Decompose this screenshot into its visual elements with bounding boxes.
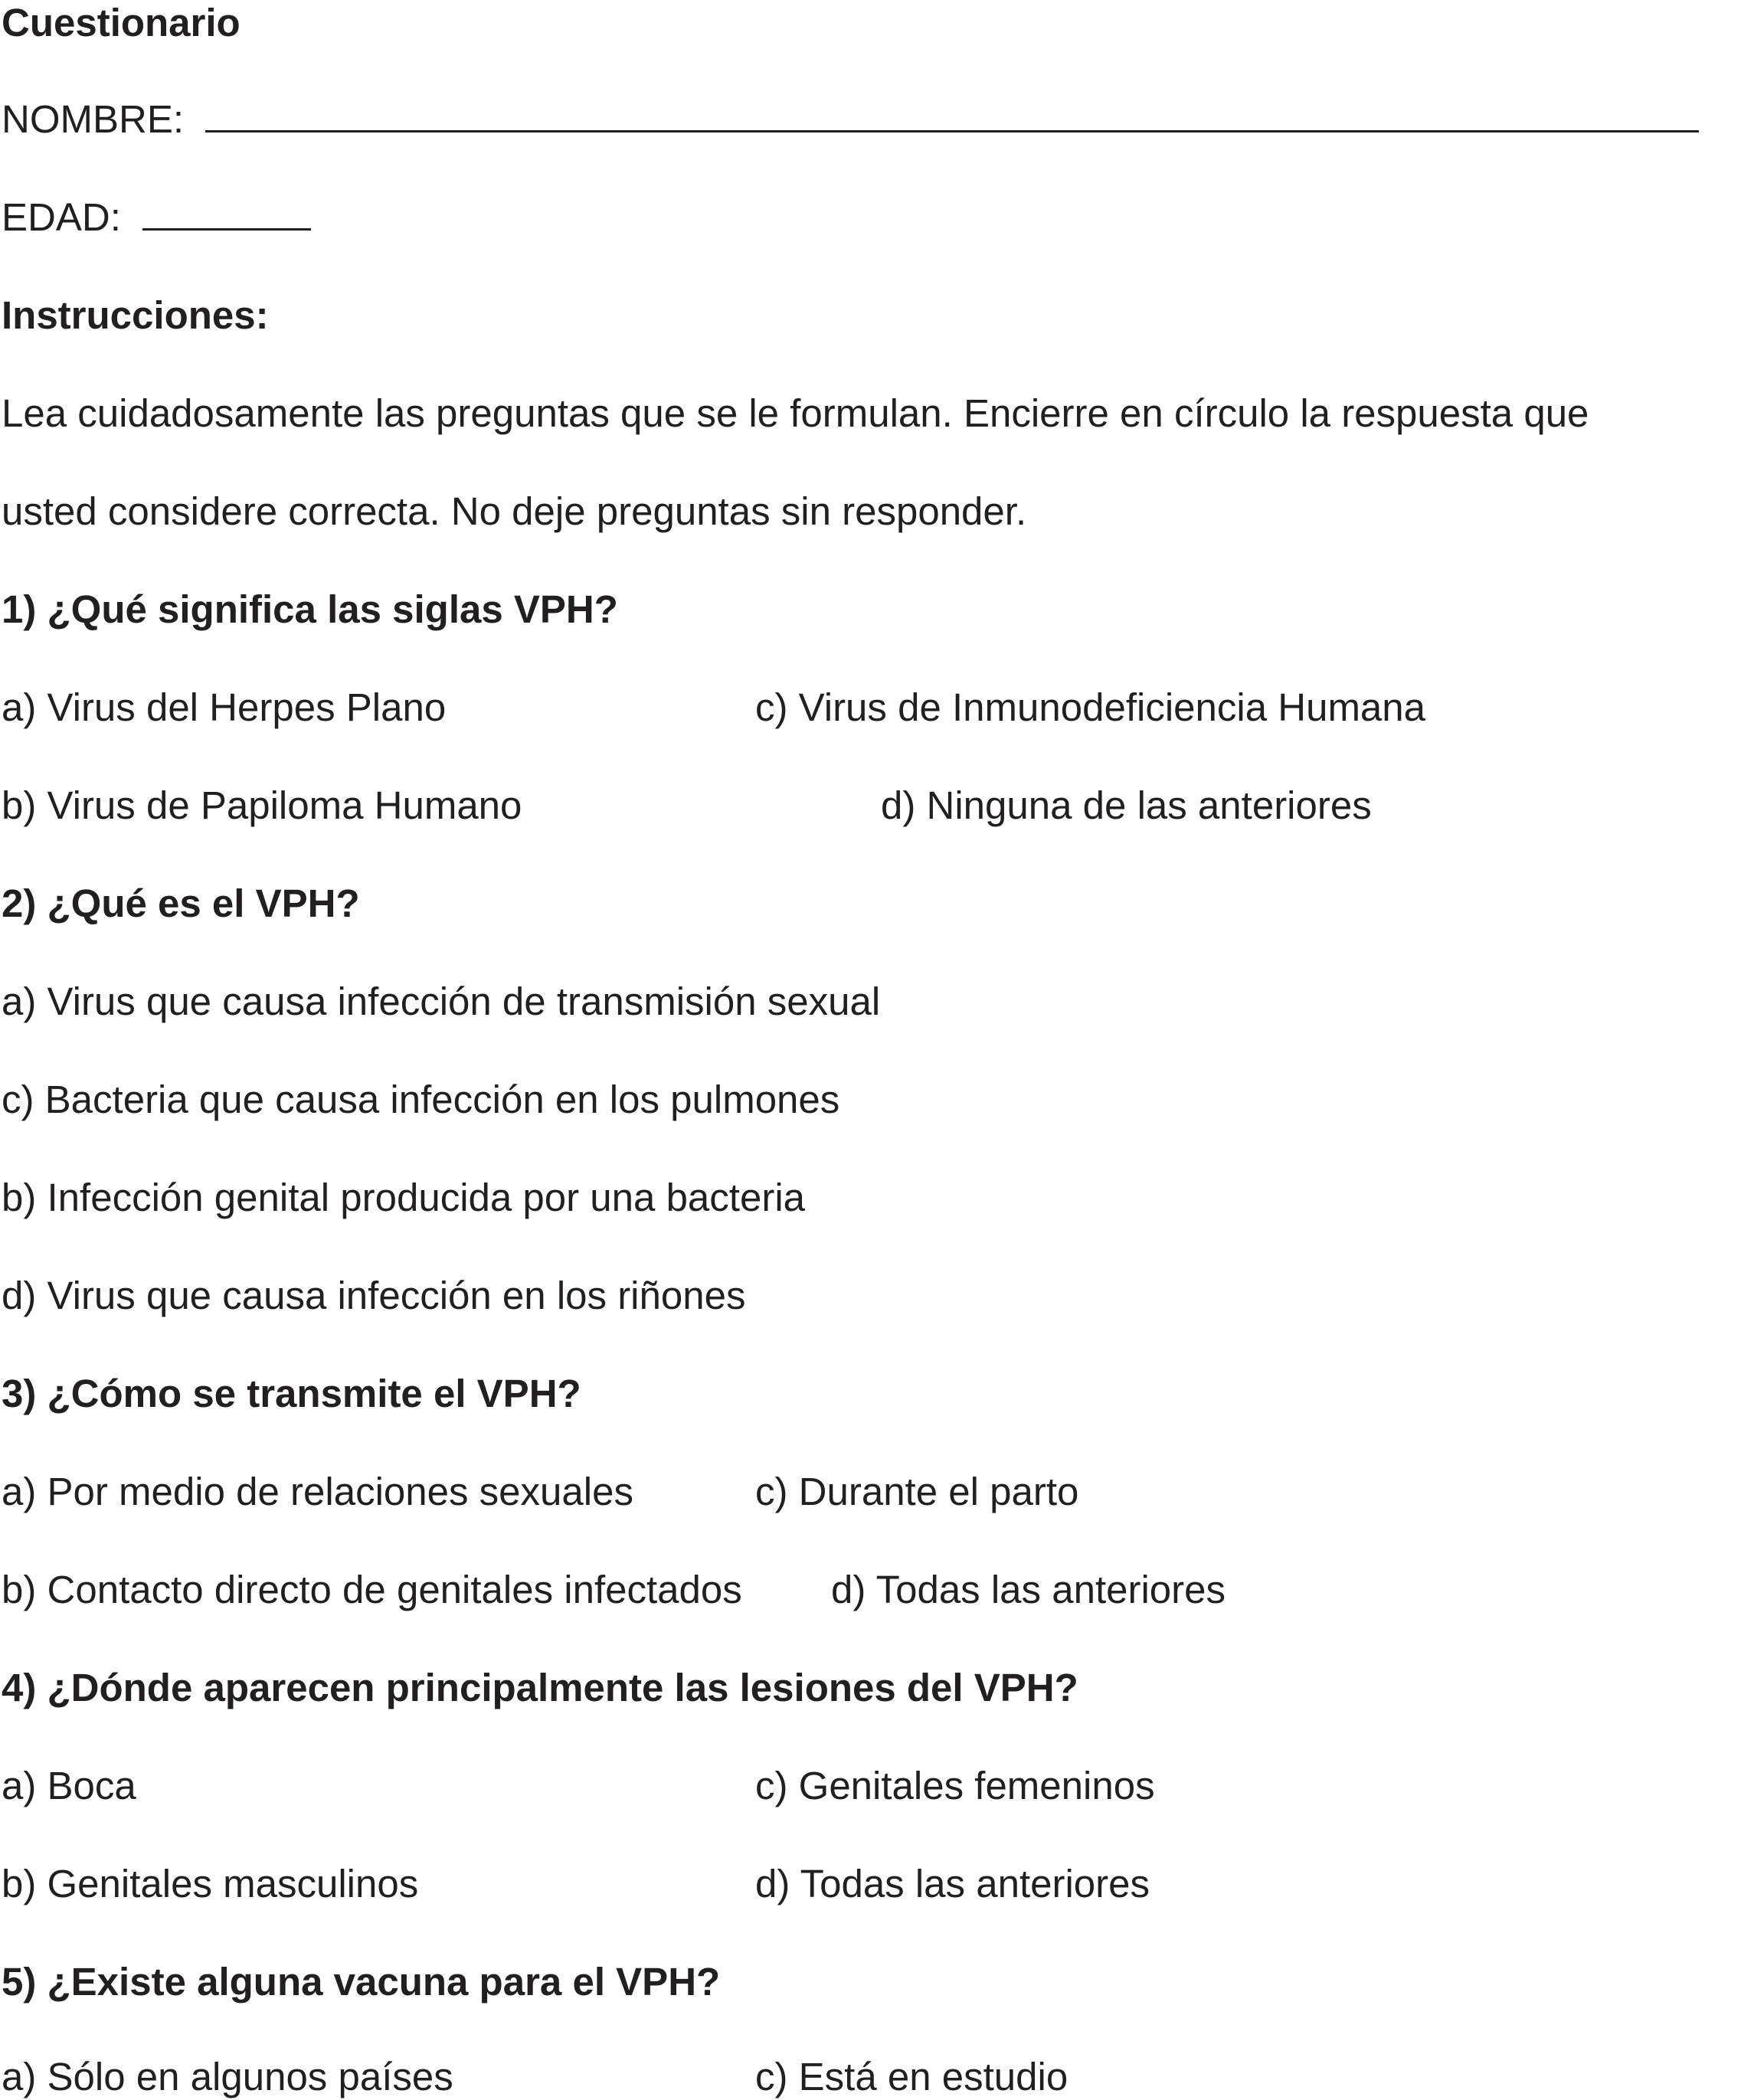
instructions-heading: Instrucciones: — [2, 293, 269, 337]
q4-option-c[interactable]: c) Genitales femeninos — [755, 1764, 1155, 1807]
age-field-label: EDAD: — [2, 195, 121, 239]
instructions-text-line-1: Lea cuidadosamente las preguntas que se le formulan. Encierre en círculo la respuesta que — [2, 391, 1589, 435]
question-3: 3) ¿Cómo se transmite el VPH? — [2, 1372, 581, 1415]
age-field-row — [2, 195, 311, 240]
q1-option-d[interactable]: d) Ninguna de las anteriores — [881, 783, 1372, 827]
document-title: Cuestionario — [2, 1, 241, 44]
name-field-row — [2, 96, 1699, 142]
q3-option-a[interactable]: a) Por medio de relaciones sexuales — [2, 1470, 633, 1513]
q1-option-a[interactable]: a) Virus del Herpes Plano — [2, 685, 447, 729]
q1-option-c[interactable]: c) Virus de Inmunodeficiencia Humana — [755, 685, 1426, 729]
q1-option-b[interactable]: b) Virus de Papiloma Humano — [2, 783, 522, 827]
q3-option-b[interactable]: b) Contacto directo de genitales infectados — [2, 1568, 742, 1611]
question-2: 2) ¿Qué es el VPH? — [2, 882, 360, 925]
q2-option-b[interactable]: b) Infección genital producida por una bacteria — [2, 1176, 806, 1219]
q4-option-d[interactable]: d) Todas las anteriores — [755, 1862, 1150, 1905]
question-1: 1) ¿Qué significa las siglas VPH? — [2, 587, 618, 631]
q3-option-c[interactable]: c) Durante el parto — [755, 1470, 1079, 1513]
q2-option-d[interactable]: d) Virus que causa infección en los riñones — [2, 1274, 746, 1317]
name-field-label: NOMBRE: — [2, 97, 185, 141]
question-5: 5) ¿Existe alguna vacuna para el VPH? — [2, 1960, 721, 2004]
q2-option-a[interactable]: a) Virus que causa infección de transmisión sexual — [2, 980, 881, 1023]
question-4: 4) ¿Dónde aparecen principalmente las lesiones del VPH? — [2, 1666, 1078, 1709]
name-blank-line[interactable] — [205, 96, 1699, 132]
age-blank-line[interactable] — [142, 195, 311, 231]
q3-option-d[interactable]: d) Todas las anteriores — [831, 1568, 1226, 1611]
q2-option-c[interactable]: c) Bacteria que causa infección en los pulmones — [2, 1078, 840, 1121]
q5-option-c[interactable]: c) Está en estudio — [755, 2055, 1068, 2098]
instructions-text-line-2: usted considere correcta. No deje preguntas sin responder. — [2, 489, 1027, 533]
q5-option-a[interactable]: a) Sólo en algunos países — [2, 2055, 453, 2098]
q4-option-a[interactable]: a) Boca — [2, 1764, 136, 1807]
q4-option-b[interactable]: b) Genitales masculinos — [2, 1862, 419, 1905]
